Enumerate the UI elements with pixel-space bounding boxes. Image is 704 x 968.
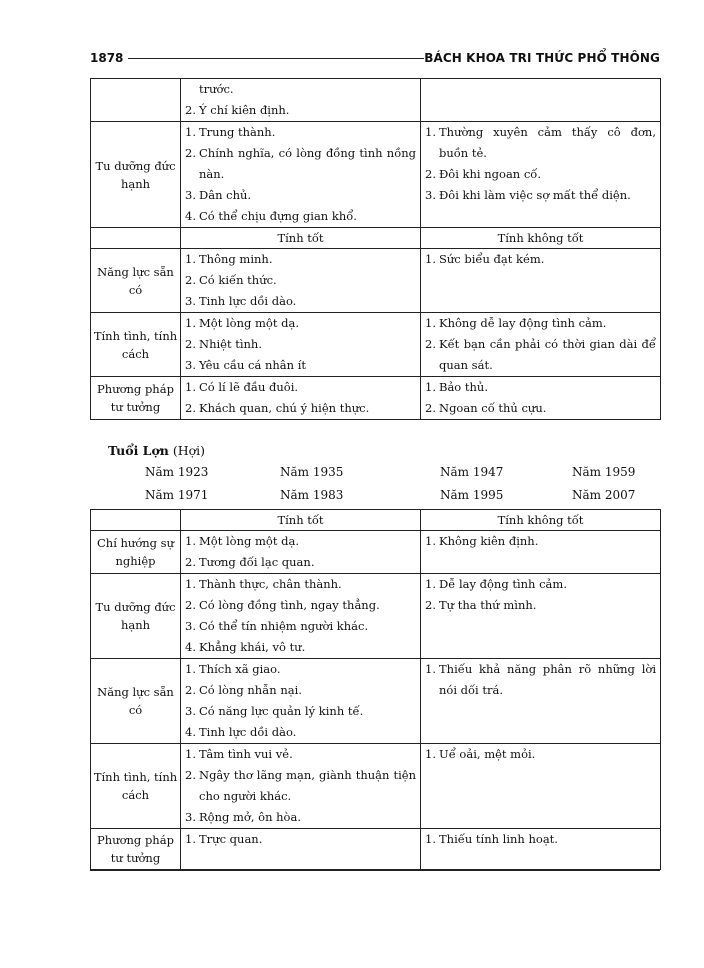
trait-number: 2. [185, 598, 196, 612]
good-traits-cell [181, 659, 421, 744]
bad-traits-cell [421, 531, 661, 574]
header-good: Tính tốt [181, 510, 421, 531]
trait-number: 3. [425, 188, 436, 202]
trait-text: Kết bạn cần phải có thời gian dài để quan sát. [439, 337, 656, 372]
page-header [90, 50, 660, 70]
trait-item [425, 313, 656, 334]
table-row [91, 531, 661, 574]
year-label: Năm 1935 [280, 465, 344, 479]
trait-text: Tâm tình vui vẻ. [199, 747, 293, 761]
trait-item [185, 531, 416, 552]
trait-number: 1. [185, 380, 196, 394]
trait-item [425, 185, 656, 206]
trait-text: Khách quan, chú ý hiện thực. [199, 401, 370, 415]
trait-text: Có thể tín nhiệm người khác. [199, 619, 369, 633]
traits-table-bottom [90, 509, 661, 870]
trait-text: Thành thực, chân thành. [199, 577, 342, 591]
trait-item [185, 270, 416, 291]
good-traits-cell [181, 313, 421, 377]
row-label: Tu dưỡng đức hạnh [91, 574, 181, 659]
trait-item [185, 143, 416, 185]
trait-number: 1. [425, 747, 436, 761]
trait-item [425, 744, 656, 765]
bad-traits-cell [421, 574, 661, 659]
trait-item [425, 829, 656, 850]
trait-item [185, 807, 416, 828]
trait-text: Có kiến thức. [199, 273, 277, 287]
trait-text: Ý chí kiên định. [199, 103, 290, 117]
trait-item [185, 313, 416, 334]
trait-text: Nhiệt tình. [199, 337, 262, 351]
trait-text: Một lòng một dạ. [199, 316, 299, 330]
row-label: Tu dưỡng đức hạnh [91, 122, 181, 228]
table-row [91, 829, 661, 870]
trait-number: 4. [185, 209, 196, 223]
row-label: Phương pháp tư tưởng [91, 377, 181, 420]
row-label: Năng lực sẵn có [91, 249, 181, 313]
trait-number: 2. [185, 768, 196, 782]
trait-number: 2. [425, 401, 436, 415]
trait-number: 1. [425, 832, 436, 846]
row-label: Tính tình, tính cách [91, 313, 181, 377]
trait-number: 2. [185, 555, 196, 569]
trait-text: Có năng lực quản lý kinh tế. [199, 704, 364, 718]
table-row [91, 659, 661, 744]
trait-text: Ngây thơ lãng mạn, giành thuận tiện cho người khác. [199, 768, 416, 803]
trait-number: 1. [425, 252, 436, 266]
trait-text: Tinh lực dồi dào. [199, 725, 297, 739]
trait-number: 1. [185, 316, 196, 330]
bad-traits-cell [421, 377, 661, 420]
trait-number: 1. [185, 125, 196, 139]
bad-traits-cell [421, 249, 661, 313]
header-good: Tính tốt [181, 228, 421, 249]
trait-item [185, 616, 416, 637]
table-row [91, 744, 661, 829]
trait-text: Có lòng đồng tình, ngay thẳng. [199, 598, 380, 612]
trait-item [185, 680, 416, 701]
trait-item [185, 334, 416, 355]
table-row [91, 313, 661, 377]
row-label: Phương pháp tư tưởng [91, 829, 181, 870]
trait-text: Ngoan cố thủ cựu. [439, 401, 547, 415]
trait-text: Thông minh. [199, 252, 273, 266]
trait-item [425, 249, 656, 270]
bottom-rule [90, 870, 660, 871]
row-label [91, 79, 181, 122]
trait-number: 2. [185, 146, 196, 160]
good-traits-cell [181, 122, 421, 228]
trait-item [425, 531, 656, 552]
trait-number: 2. [425, 598, 436, 612]
header-bad: Tính không tốt [421, 510, 661, 531]
table-row [91, 249, 661, 313]
trait-number: 1. [425, 577, 436, 591]
table-row [91, 79, 661, 122]
trait-text: Thích xã giao. [199, 662, 281, 676]
header-rule [128, 58, 424, 59]
trait-text: Thường xuyên cảm thấy cô đơn, buồn tẻ. [439, 125, 656, 160]
years-grid [90, 465, 660, 507]
trait-number: 2. [185, 273, 196, 287]
year-label: Năm 1947 [440, 465, 504, 479]
header-blank [91, 510, 181, 531]
trait-item [185, 722, 416, 743]
trait-number: 1. [185, 252, 196, 266]
trait-text: Một lòng một dạ. [199, 534, 299, 548]
trait-number: 1. [425, 380, 436, 394]
trait-text: Đôi khi làm việc sợ mất thể diện. [439, 188, 631, 202]
trait-item [425, 659, 656, 701]
trait-text: Không kiên định. [439, 534, 539, 548]
trait-item [425, 334, 656, 376]
trait-text: Sức biểu đạt kém. [439, 252, 545, 266]
trait-number: 4. [185, 725, 196, 739]
trait-text: trước. [199, 82, 234, 96]
trait-item [185, 291, 416, 312]
table-header-row [91, 228, 661, 249]
bad-traits-cell [421, 122, 661, 228]
trait-number: 2. [185, 401, 196, 415]
table-row [91, 377, 661, 420]
trait-item [185, 637, 416, 658]
trait-text: Chính nghĩa, có lòng đồng tình nồng nàn. [199, 146, 416, 181]
trait-text: Trực quan. [199, 832, 263, 846]
trait-number: 4. [185, 640, 196, 654]
trait-text: Tương đối lạc quan. [199, 555, 315, 569]
trait-text: Tinh lực dồi dào. [199, 294, 297, 308]
trait-text: Trung thành. [199, 125, 276, 139]
bad-traits-cell [421, 659, 661, 744]
trait-item [425, 574, 656, 595]
year-label: Năm 1959 [572, 465, 636, 479]
page-number: 1878 [90, 51, 124, 65]
trait-item [185, 398, 416, 419]
trait-item [425, 595, 656, 616]
good-traits-cell [181, 249, 421, 313]
table-row [91, 122, 661, 228]
good-traits-cell [181, 79, 421, 122]
year-label: Năm 1983 [280, 488, 344, 502]
trait-number: 1. [425, 662, 436, 676]
bad-traits-cell [421, 744, 661, 829]
trait-text: Đôi khi ngoan cố. [439, 167, 541, 181]
row-label: Chí hướng sự nghiệp [91, 531, 181, 574]
row-label: Tính tình, tính cách [91, 744, 181, 829]
trait-item [185, 829, 416, 850]
trait-item [185, 765, 416, 807]
good-traits-cell [181, 531, 421, 574]
section-title-bold: Tuổi Lợn [108, 443, 169, 458]
header-blank [91, 228, 181, 249]
trait-item [185, 701, 416, 722]
trait-number: 1. [425, 125, 436, 139]
trait-number: 3. [185, 704, 196, 718]
trait-item [185, 185, 416, 206]
trait-item [425, 122, 656, 164]
trait-item [185, 355, 416, 376]
row-label: Năng lực sẵn có [91, 659, 181, 744]
trait-item [185, 122, 416, 143]
trait-item [185, 206, 416, 227]
trait-number: 3. [185, 294, 196, 308]
trait-item [185, 574, 416, 595]
bad-traits-cell [421, 829, 661, 870]
trait-item [425, 398, 656, 419]
trait-item [185, 595, 416, 616]
trait-number: 1. [185, 747, 196, 761]
year-label: Năm 1923 [145, 465, 209, 479]
book-title: BÁCH KHOA TRI THỨC PHỔ THÔNG [424, 51, 660, 65]
trait-number: 1. [425, 316, 436, 330]
trait-number: 2. [425, 167, 436, 181]
trait-text: Có lí lẽ đầu đuôi. [199, 380, 299, 394]
good-traits-cell [181, 377, 421, 420]
year-label: Năm 1995 [440, 488, 504, 502]
year-label: Năm 1971 [145, 488, 209, 502]
good-traits-cell [181, 829, 421, 870]
trait-text: Rộng mở, ôn hòa. [199, 810, 301, 824]
trait-number: 1. [185, 832, 196, 846]
trait-item [185, 377, 416, 398]
trait-text: Dân chủ. [199, 188, 252, 202]
trait-text: Tự tha thứ mình. [439, 598, 537, 612]
section-title [108, 443, 205, 458]
trait-text: Uể oải, mệt mỏi. [439, 747, 536, 761]
trait-number: 2. [185, 337, 196, 351]
trait-item [425, 164, 656, 185]
trait-number: 2. [185, 683, 196, 697]
trait-text: Thiếu khả năng phân rõ những lời nói dối trá. [439, 662, 656, 697]
header-bad: Tính không tốt [421, 228, 661, 249]
trait-number: 2. [185, 103, 196, 117]
trait-item [425, 377, 656, 398]
traits-table-top [90, 78, 661, 420]
good-traits-cell [181, 744, 421, 829]
trait-item [185, 744, 416, 765]
trait-number: 2. [425, 337, 436, 351]
trait-number: 3. [185, 358, 196, 372]
section-title-rest: (Hợi) [168, 443, 206, 458]
good-traits-cell [181, 574, 421, 659]
trait-number: 3. [185, 619, 196, 633]
trait-text: Khẳng khái, vô tư. [199, 640, 306, 654]
trait-item [185, 552, 416, 573]
trait-number: 1. [185, 662, 196, 676]
table-header-row [91, 510, 661, 531]
table-row [91, 574, 661, 659]
trait-item [185, 79, 416, 100]
trait-number: 3. [185, 188, 196, 202]
trait-number: 1. [185, 577, 196, 591]
trait-number: 3. [185, 810, 196, 824]
trait-item [185, 249, 416, 270]
trait-number: 1. [425, 534, 436, 548]
trait-item [185, 100, 416, 121]
trait-text: Có lòng nhẫn nại. [199, 683, 302, 697]
trait-text: Yêu cầu cá nhân ít [199, 358, 306, 372]
trait-text: Không dễ lay động tình cảm. [439, 316, 607, 330]
bad-traits-cell [421, 313, 661, 377]
trait-item [185, 659, 416, 680]
trait-text: Có thể chịu đựng gian khổ. [199, 209, 357, 223]
trait-text: Bảo thủ. [439, 380, 488, 394]
year-label: Năm 2007 [572, 488, 636, 502]
trait-text: Dễ lay động tình cảm. [439, 577, 567, 591]
trait-text: Thiếu tính linh hoạt. [439, 832, 558, 846]
bad-traits-cell [421, 79, 661, 122]
trait-number: 1. [185, 534, 196, 548]
